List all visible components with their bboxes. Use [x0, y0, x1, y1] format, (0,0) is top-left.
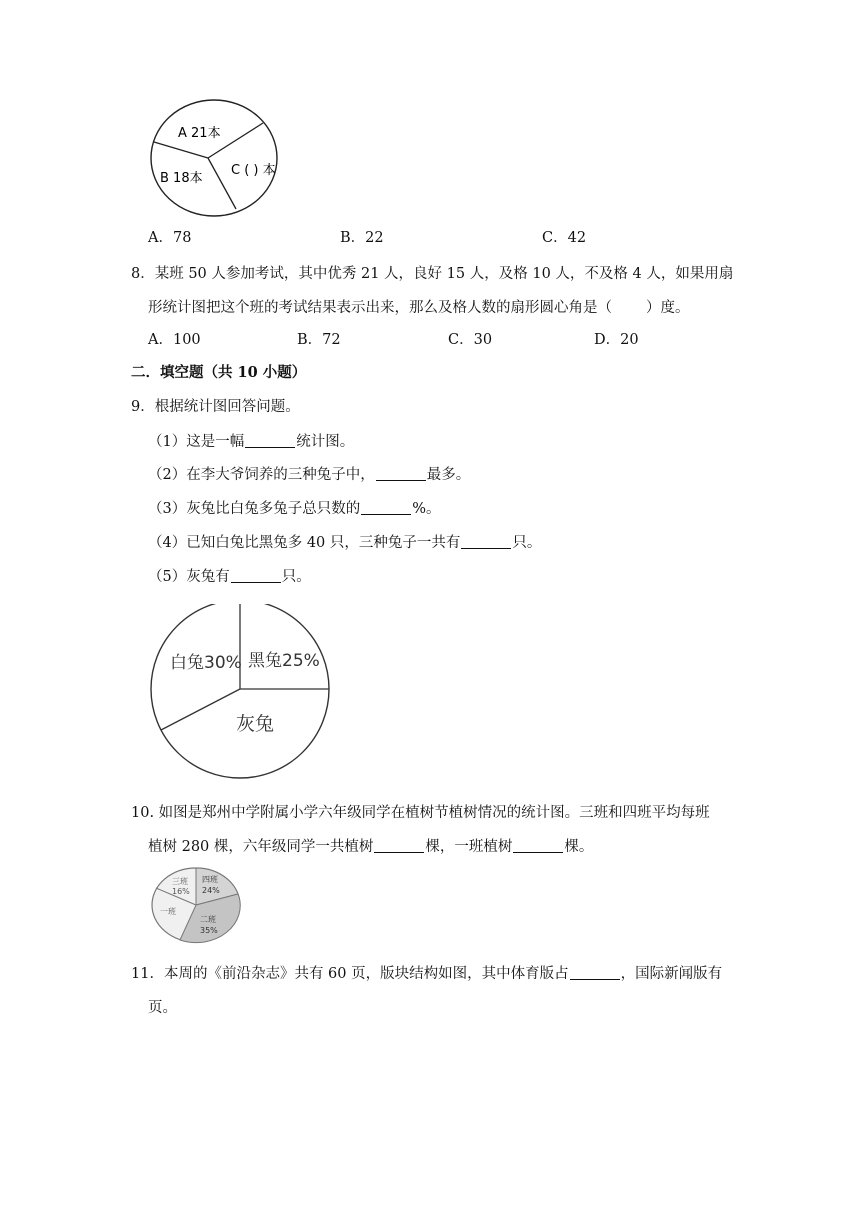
rabbit-black-label: 黑兔25%	[248, 651, 320, 671]
q8-option-b[interactable]: B．72	[297, 332, 341, 348]
q9-sub4-blank[interactable]	[461, 534, 511, 550]
q9-sub1-text: （1）这是一幅	[148, 434, 245, 450]
rabbit-white-label: 白兔30%	[170, 653, 242, 673]
q10-text-b: 棵，一班植树	[425, 839, 513, 855]
q9-stem: 9．根据统计图回答问题。	[131, 399, 300, 415]
q7-option-b[interactable]: B．22	[340, 230, 384, 246]
tree-class1-name: 一班	[160, 907, 176, 916]
q10-text-a: 植树 280 棵，六年级同学一共植树	[148, 839, 374, 855]
tree-pie-chart	[150, 866, 242, 946]
tree-class3-name: 三班	[172, 877, 188, 886]
q9-sub4	[148, 531, 541, 552]
rabbit-pie-chart	[148, 604, 338, 784]
q8-stem-line2	[148, 296, 690, 317]
q9-sub5	[148, 565, 311, 586]
q9-sub3-tail: %。	[412, 501, 441, 517]
q9-sub2	[148, 463, 470, 484]
tree-class2-name: 二班	[200, 915, 216, 924]
q9-sub3	[148, 497, 441, 518]
tree-class4-pct: 24%	[202, 886, 220, 895]
tree-class4-name: 四班	[202, 875, 218, 884]
q10-stem-line1: 10. 如图是郑州中学附属小学六年级同学在植树节植树情况的统计图。三班和四班平均每班	[131, 805, 710, 821]
q9-sub1	[148, 430, 354, 451]
q10-stem-line2	[148, 835, 593, 856]
q8-stem-text: 形统计图把这个班的考试结果表示出来，那么及格人数的扇形圆心角是（	[148, 300, 612, 316]
q9-sub5-text: （5）灰兔有	[148, 569, 230, 585]
q8-stem-tail: ）度。	[646, 300, 690, 316]
rabbit-grey-label: 灰兔	[236, 713, 275, 735]
q10-blank-class1[interactable]	[513, 838, 563, 854]
q11-stem-line1	[131, 962, 722, 983]
q8-stem-line1: 8．某班 50 人参加考试，其中优秀 21 人，良好 15 人，及格 10 人，不及格 4 人，如果用扇	[131, 266, 734, 282]
q8-option-d[interactable]: D．20	[594, 332, 639, 348]
q11-text-a: 11．本周的《前沿杂志》共有 60 页，版块结构如图，其中体育版占	[131, 966, 569, 982]
q8-option-c[interactable]: C．30	[448, 332, 493, 348]
book-slice-a-label: A 21本	[178, 126, 221, 141]
q11-text-b: ，国际新闻版有	[620, 966, 723, 982]
q11-stem-line2: 页。	[148, 1000, 177, 1016]
q9-sub5-blank[interactable]	[231, 568, 281, 584]
q9-sub1-blank[interactable]	[245, 433, 295, 449]
q10-blank-total[interactable]	[374, 838, 424, 854]
q9-sub2-text: （2）在李大爷饲养的三种兔子中，	[148, 467, 375, 483]
q9-sub1-tail: 统计图。	[296, 434, 355, 450]
q9-sub4-text: （4）已知白兔比黑兔多 40 只，三种兔子一共有	[148, 535, 461, 551]
q10-text-c: 棵。	[564, 839, 594, 855]
q8-option-a[interactable]: A．100	[148, 332, 201, 348]
q9-sub3-blank[interactable]	[361, 500, 411, 516]
q7-option-c[interactable]: C．42	[542, 230, 587, 246]
tree-class3-pct: 16%	[172, 887, 190, 896]
q7-option-a[interactable]: A．78	[148, 230, 192, 246]
q9-sub4-tail: 只。	[512, 535, 542, 551]
q9-sub2-tail: 最多。	[426, 467, 471, 483]
tree-class2-pct: 35%	[200, 926, 218, 935]
q11-blank-sports[interactable]	[570, 965, 620, 981]
q9-sub3-text: （3）灰兔比白兔多兔子总只数的	[148, 501, 361, 517]
section-heading: 二．填空题（共 10 小题）	[131, 364, 307, 381]
books-pie-chart	[146, 96, 296, 220]
book-slice-c-label: C ( ) 本	[231, 163, 276, 178]
book-slice-b-label: B 18本	[160, 171, 203, 186]
q9-sub2-blank[interactable]	[376, 466, 426, 482]
q9-sub5-tail: 只。	[281, 569, 311, 585]
